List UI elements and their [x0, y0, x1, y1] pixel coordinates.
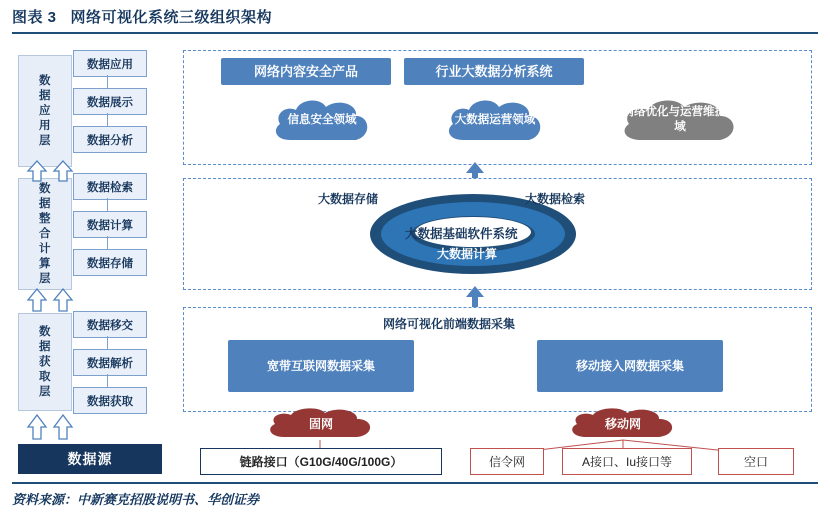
arrow-acquisition-to-compute — [465, 290, 485, 306]
arrow-hollow-lower-2 — [52, 288, 74, 317]
box-a-iu-interface[interactable] — [562, 448, 692, 475]
connector-line — [107, 113, 108, 126]
cloud-label: 固网 — [308, 416, 333, 431]
connector-line — [107, 236, 108, 249]
smallbox-data-transfer — [73, 311, 147, 338]
tier-label-acquisition — [18, 313, 72, 411]
hollow-arrow-icon — [52, 160, 74, 182]
hollow-arrow-icon — [52, 414, 74, 440]
smallbox-data-compute — [73, 211, 147, 238]
tier-label-application-text: 数据应用层 — [39, 74, 51, 147]
arrow-hollow-upper-2 — [52, 160, 74, 187]
arrow-hollow-bottom-2 — [52, 414, 74, 445]
connector-line — [107, 198, 108, 211]
smallbox-label: 数据移交 — [87, 319, 133, 332]
box-label: 链路接口（G10G/40G/100G） — [239, 455, 403, 469]
box-label: 信令网 — [488, 455, 525, 469]
label-bigdata-retrieval: 大数据检索 — [525, 192, 586, 206]
cloud-fixed-network — [262, 406, 380, 440]
title-text: 网络可视化系统三级组织架构 — [70, 9, 273, 26]
smallbox-label: 数据分析 — [87, 134, 133, 147]
box-link-interface[interactable] — [200, 448, 442, 475]
label-core-system: 大数据基础软件系统 — [405, 227, 518, 241]
label-frontend-collection: 网络可视化前端数据采集 — [383, 317, 516, 331]
cloud-label: 大数据运营领域 — [454, 113, 536, 126]
box-signaling-network[interactable] — [470, 448, 544, 475]
connector-line — [107, 374, 108, 387]
box-industry-bigdata-analysis[interactable] — [404, 58, 584, 85]
tier-label-acquisition-text: 数据获取层 — [39, 325, 51, 398]
hollow-arrow-icon — [26, 288, 48, 312]
divider-bottom — [12, 482, 818, 484]
cloud-label: 移动网 — [604, 416, 641, 431]
smallbox-data-application — [73, 50, 147, 77]
box-mobile-access-collection[interactable] — [537, 340, 723, 392]
box-network-content-security[interactable] — [221, 58, 391, 85]
smallbox-label: 数据检索 — [87, 181, 133, 194]
hollow-arrow-icon — [26, 160, 48, 182]
hollow-arrow-icon — [52, 288, 74, 312]
cloud-mobile-network — [564, 406, 682, 440]
hollow-arrow-icon — [26, 414, 48, 440]
data-source-bar: 数据源 — [18, 444, 162, 474]
smallbox-label: 数据计算 — [87, 219, 133, 232]
smallbox-data-parse — [73, 349, 147, 376]
smallbox-label: 数据获取 — [87, 395, 133, 408]
box-label: 网络内容安全产品 — [253, 64, 358, 79]
chart-label: 图表 3 — [12, 9, 57, 26]
tier-label-compute — [18, 178, 72, 290]
smallbox-label: 数据应用 — [87, 58, 133, 71]
tier-label-application — [18, 55, 72, 167]
box-label: 移动接入网数据采集 — [575, 358, 684, 373]
cloud-information-security — [268, 96, 376, 144]
box-broadband-collection[interactable] — [228, 340, 414, 392]
arrow-hollow-bottom — [26, 414, 48, 445]
smallbox-label: 数据存储 — [87, 257, 133, 270]
box-label: 宽带互联网数据采集 — [266, 358, 375, 373]
arrow-hollow-upper — [26, 160, 48, 187]
header — [12, 6, 818, 34]
page-title — [12, 9, 272, 26]
arrow-compute-to-application — [465, 166, 485, 178]
tier-label-compute-text: 数据整合计算层 — [39, 182, 51, 285]
box-label: A接口、Iu接口等 — [581, 455, 672, 469]
source-note: 资料来源：中新赛克招股说明书、华创证券 — [12, 492, 260, 507]
smallbox-data-retrieval — [73, 173, 147, 200]
smallbox-label: 数据解析 — [87, 357, 133, 370]
connector-line — [107, 75, 108, 88]
smallbox-data-analysis — [73, 126, 147, 153]
label-bigdata-compute: 大数据计算 — [437, 247, 498, 261]
cloud-network-optimization — [615, 96, 745, 144]
smallbox-data-display — [73, 88, 147, 115]
cloud-bigdata-operation — [441, 96, 549, 144]
smallbox-data-acquire — [73, 387, 147, 414]
cloud-label: 网络优化与运营维护领域 — [622, 106, 738, 133]
cloud-label: 信息安全领域 — [287, 113, 357, 126]
smallbox-data-storage — [73, 249, 147, 276]
box-air-interface[interactable] — [718, 448, 794, 475]
box-label: 空口 — [743, 455, 768, 469]
smallbox-label: 数据展示 — [87, 96, 133, 109]
box-label: 行业大数据分析系统 — [435, 64, 553, 79]
divider-top — [12, 32, 818, 34]
arrow-hollow-lower — [26, 288, 48, 317]
label-bigdata-storage: 大数据存储 — [318, 192, 379, 206]
connector-line — [107, 336, 108, 349]
